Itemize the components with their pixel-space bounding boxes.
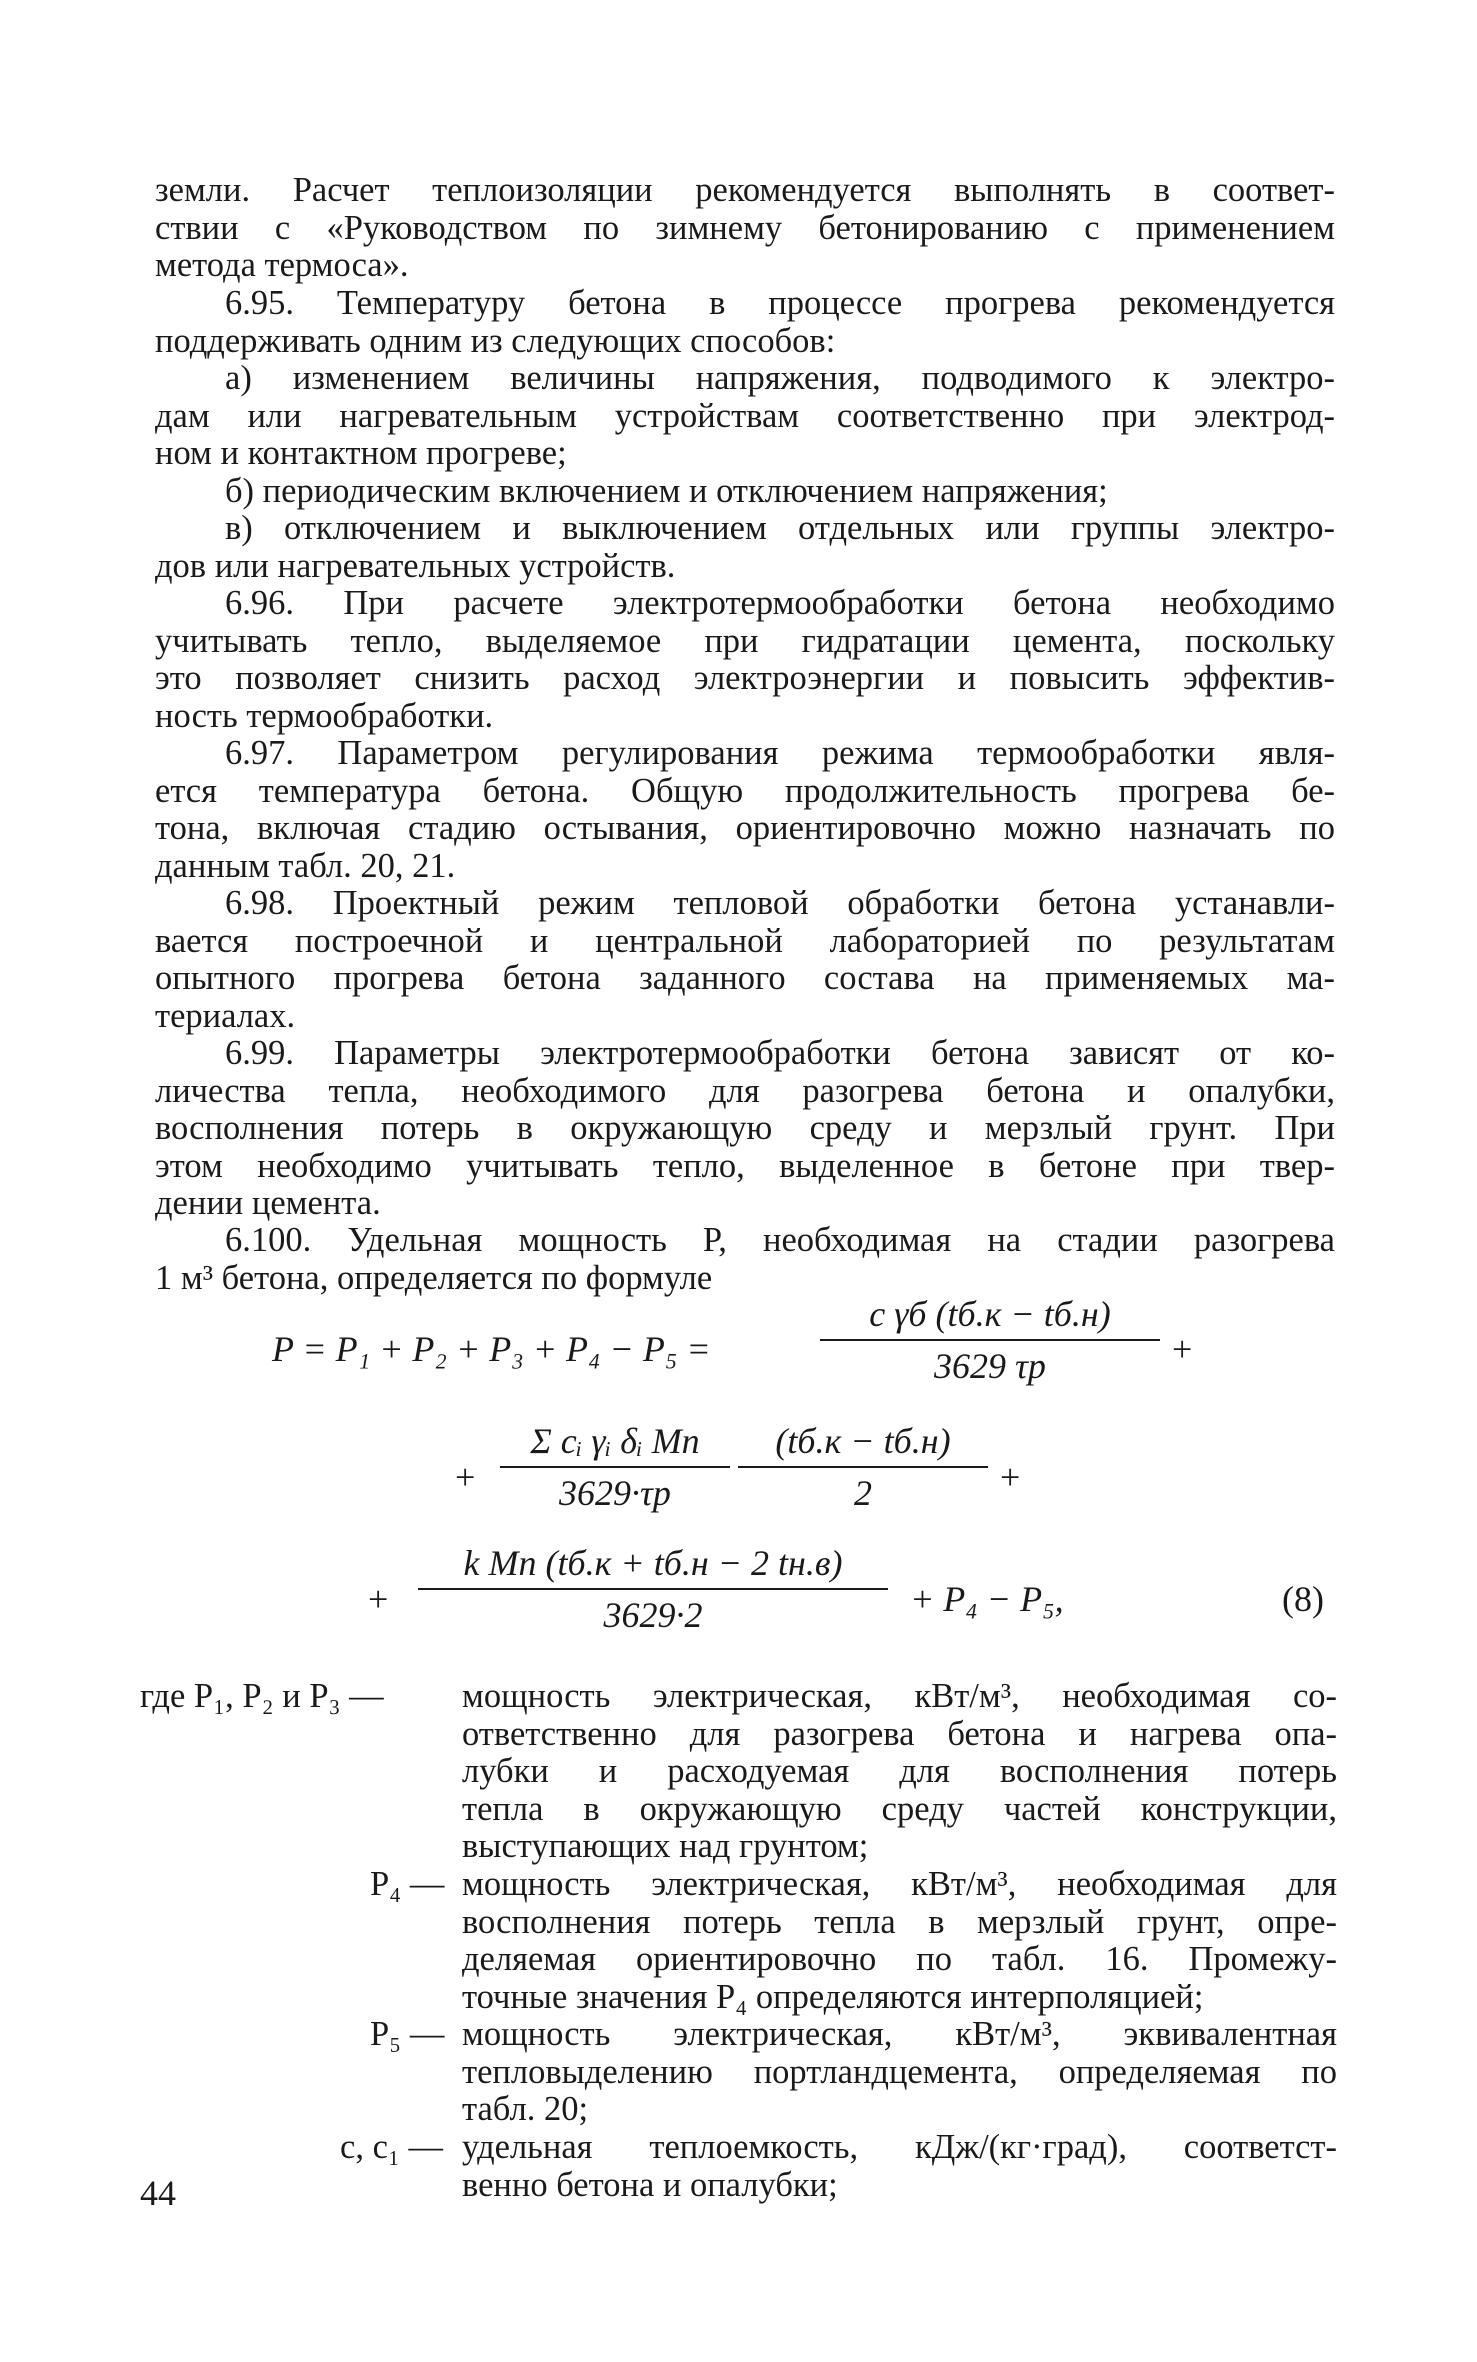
text-line: табл. 20; xyxy=(462,2090,589,2129)
text-line: ствии с «Руководством по зимнему бетонированию с применением xyxy=(155,208,1335,247)
text-line: дам или нагревательным устройствам соответственно при электрод- xyxy=(155,396,1335,435)
text-line: этом необходимо учитывать тепло, выделенное в бетоне при твер- xyxy=(155,1146,1335,1185)
fraction-denominator: 3629 τр xyxy=(934,1346,1046,1386)
text-line: 6.98. Проектный режим тепловой обработки бетона устанавли- xyxy=(225,884,1335,922)
fraction-denominator: 3629·τр xyxy=(559,1473,671,1513)
text-line: ном и контактном прогреве; xyxy=(155,434,567,473)
definition-text xyxy=(462,2016,1337,2129)
text-line: дов или нагревательных устройств. xyxy=(155,546,676,585)
text-line: точные значения P₄ определяются интерполяцией; xyxy=(462,1977,1204,2016)
text-line: это позволяет снизить расход электроэнергии и повысить эффектив- xyxy=(155,659,1335,698)
text-line: опытного прогрева бетона заданного состава на применяемых ма- xyxy=(155,959,1335,998)
text-line: метода термоса». xyxy=(155,246,409,285)
text-line: поддерживать одним из следующих способов: xyxy=(155,321,836,360)
text-line: восполнения потерь в окружающую среду и мерзлый грунт. При xyxy=(155,1109,1335,1148)
text-line: учитывать тепло, выделяемое при гидратации цемента, поскольку xyxy=(155,621,1335,660)
text-line: мощность электрическая, кВт/м³, необходимая для xyxy=(462,1865,1337,1903)
text-line: мощность электрическая, кВт/м³, эквивалентная xyxy=(462,2015,1337,2053)
text-line: тона, включая стадию остывания, ориентировочно можно назначать по xyxy=(155,809,1335,848)
equation-number: (8) xyxy=(1282,1579,1324,1619)
text-line: вается построечной и центральной лабораторией по результатам xyxy=(155,921,1335,960)
text-line: деляемая ориентировочно по табл. 16. Промежу- xyxy=(462,1940,1337,1979)
text-line: мощность электрическая, кВт/м³, необходимая со- xyxy=(462,1677,1337,1715)
page-number: 44 xyxy=(140,2173,176,2213)
definition-term: P₄ — xyxy=(370,1865,445,1903)
text-line: 1 м³ бетона, определяется по формуле xyxy=(155,1258,713,1297)
definition-text xyxy=(462,2129,1337,2204)
formula-operator: + xyxy=(368,1579,389,1619)
text-line: териалах. xyxy=(155,996,296,1035)
text-line: 6.99. Параметры электротермообработки бетона зависят от ко- xyxy=(225,1034,1335,1072)
fraction-numerator: Σ cᵢ γᵢ δᵢ Mп xyxy=(530,1421,700,1461)
text-line: удельная теплоемкость, кДж/(кг·град), соответст- xyxy=(462,2128,1337,2166)
formula-lhs: P = P₁ + P₂ + P₃ + P₄ − P₅ = xyxy=(272,1329,711,1369)
text-line: в) отключением и выключением отдельных или группы электро- xyxy=(225,509,1335,547)
text-line: земли. Расчет теплоизоляции рекомендуется выполнять в соответ- xyxy=(155,171,1335,209)
fraction-numerator: (tб.к − tб.н) xyxy=(775,1421,951,1461)
definition-term: c, c₁ — xyxy=(340,2128,444,2166)
formula-tail: + P₄ − P₅, xyxy=(910,1579,1064,1619)
text-line: 6.95. Температуру бетона в процессе прогрева рекомендуется xyxy=(225,284,1335,322)
definition-text xyxy=(462,1866,1337,2016)
text-line: ответственно для разогрева бетона и нагрева опа- xyxy=(462,1714,1337,1753)
text-line: ность термообработки. xyxy=(155,696,494,735)
text-line: б) периодическим включением и отключением напряжения; xyxy=(225,472,1108,510)
fraction-denominator: 2 xyxy=(854,1473,872,1513)
definition-term: где P₁, P₂ и P₃ — xyxy=(140,1677,384,1715)
fraction-numerator: k Mп (tб.к + tб.н − 2 tн.в) xyxy=(463,1543,843,1583)
text-line: 6.96. При расчете электротермообработки бетона необходимо xyxy=(225,584,1335,622)
text-line: ется температура бетона. Общую продолжительность прогрева бе- xyxy=(155,771,1335,810)
text-line: восполнения потерь тепла в мерзлый грунт, опре- xyxy=(462,1902,1337,1941)
text-line: дении цемента. xyxy=(155,1184,381,1223)
text-line: венно бетона и опалубки; xyxy=(462,2165,838,2204)
text-line: тепла в окружающую среду частей конструкции, xyxy=(462,1789,1337,1828)
text-line: лубки и расходуемая для восполнения потерь xyxy=(462,1752,1337,1791)
text-line: 6.100. Удельная мощность P, необходимая на стадии разогрева xyxy=(225,1221,1335,1259)
text-line: данным табл. 20, 21. xyxy=(155,846,456,885)
formula-operator: + xyxy=(455,1457,476,1497)
fraction-numerator: c γб (tб.к − tб.н) xyxy=(869,1294,1111,1334)
definition-term: P₅ — xyxy=(370,2015,445,2053)
formula-operator: + xyxy=(1000,1457,1021,1497)
text-line: а) изменением величины напряжения, подводимого к электро- xyxy=(225,359,1335,397)
text-line: тепловыделению портландцемента, определяемая по xyxy=(462,2052,1337,2091)
text-line: личества тепла, необходимого для разогрева бетона и опалубки, xyxy=(155,1071,1335,1110)
text-line: выступающих над грунтом; xyxy=(462,1827,869,1866)
definition-text xyxy=(462,1678,1337,1866)
formula-operator: + xyxy=(1172,1329,1193,1369)
text-line: 6.97. Параметром регулирования режима термообработки явля- xyxy=(225,734,1335,772)
fraction-denominator: 3629·2 xyxy=(603,1595,703,1635)
